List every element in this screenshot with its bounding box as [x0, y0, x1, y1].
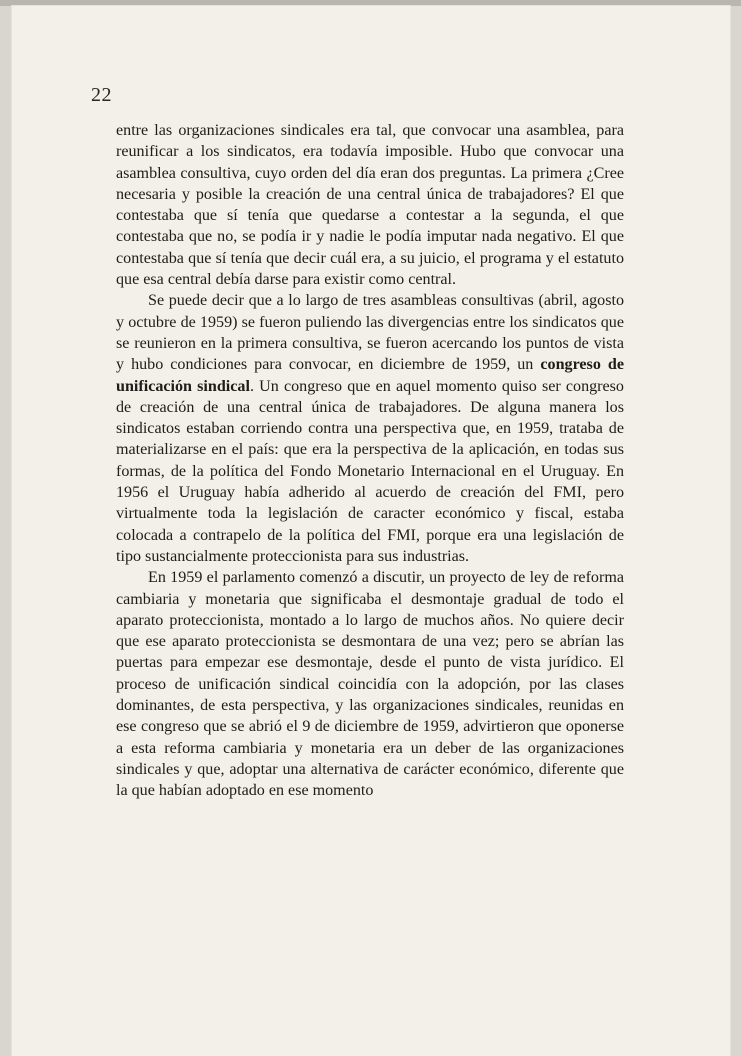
bold-phrase-congreso: congreso de unificación sindical — [116, 356, 624, 395]
page-number: 22 — [91, 84, 112, 106]
paragraph-2 — [116, 290, 624, 567]
paragraph-3-text: En 1959 el parlamento comenzó a discutir, un proyecto de ley de reforma cambiaria y monetaria que significaba el desmontaje gradual de todo el aparato proteccionista, montado a lo largo de muchos años. No quiere decir que ese aparato proteccionista se desmontara de una vez; pero se abrían las puertas para empezar ese desmontaje, desde el punto de vista jurídico. El proceso de unificación sindical coincidía con la adopción, por las clases dominantes, de esta perspectiva, y las organizaciones sindicales, reunidas en ese congreso que se abrió el 9 de diciembre de 1959, advirtieron que oponerse a esta reforma cambiaria y monetaria era un deber de las organizaciones sindicales y que, adoptar una alternativa de carácter económico, diferente que la que habían adoptado en ese momento — [116, 569, 624, 800]
paragraph-2-text-a: Se puede decir que a lo largo de tres asambleas consultivas (abril, agosto y octubre de 1959) se fueron puliendo las divergencias entre los sindicatos que se reunieron en la primera consultiva, se fueron acercando los puntos de vista y hubo condiciones para convocar, en diciembre de 1959, un — [116, 292, 624, 374]
paragraph-3 — [116, 567, 624, 801]
paragraph-1-text: entre las organizaciones sindicales era tal, que convocar una asamblea, para reunificar a los sindicatos, era todavía imposible. Hubo que convocar una asamblea consultiva, cuyo orden del día eran dos preguntas. La primera ¿Cree necesaria y posible la creación de una central única de trabajadores? El que contestaba que sí tenía que quedarse a contestar a la segunda, el que contestaba que no, se podía ir y nadie le podía imputar nada negativo. El que contestaba que sí tenía que decir cuál era, a su juicio, el programa y el estatuto que esa central debía darse para existir como central. — [116, 122, 624, 289]
paragraph-2-text-b: . Un congreso que en aquel momento quiso ser congreso de creación de una central única de trabajadores. De alguna manera los sindicatos estaban corriendo contra una perspectiva que, en 1959, trataba de materializarse en el país: que era la perspectiva de la aplicación, en todas sus formas, de la política del Fondo Monetario Internacional en el Uruguay. En 1956 el Uruguay había adherido al acuerdo de creación del FMI, pero virtualmente toda la legislación de caracter económico y fiscal, estaba colocada a contrapelo de la política del FMI, porque era una legislación de tipo sustancialmente proteccionista para sus industrias. — [116, 377, 624, 565]
body-text — [116, 120, 624, 802]
paragraph-1 — [116, 120, 624, 290]
